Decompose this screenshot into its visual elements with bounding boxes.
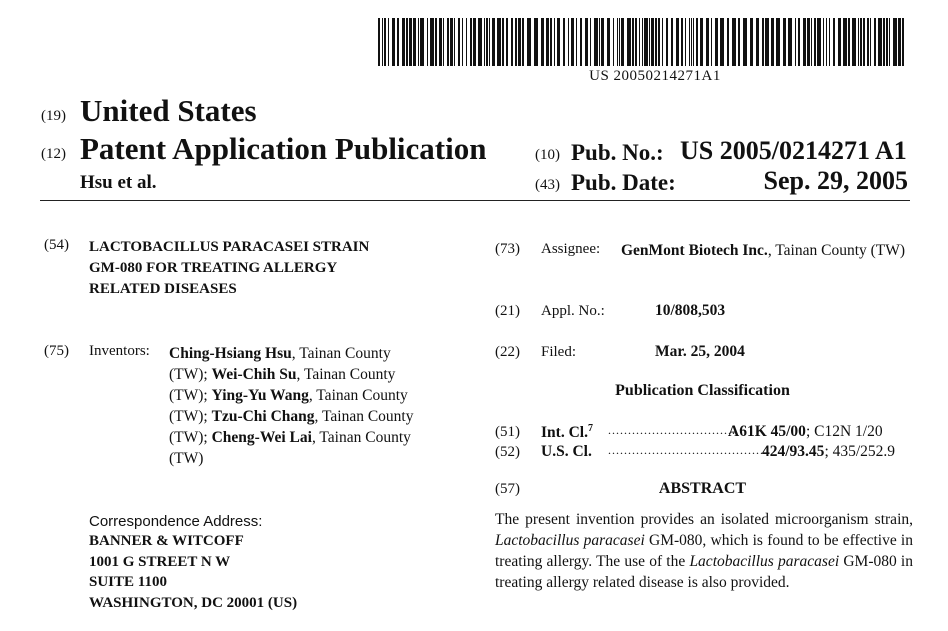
code-43: (43) — [535, 177, 560, 193]
barcode-bar — [571, 18, 574, 66]
code-73: (73) — [495, 241, 520, 257]
barcode-bar — [554, 18, 555, 66]
barcode-bar — [727, 18, 729, 66]
barcode — [378, 18, 906, 66]
int-cl-label — [541, 423, 593, 442]
inventors-label: Inventors: — [89, 343, 150, 359]
barcode-bar — [527, 18, 531, 66]
inventor-location: (TW); — [169, 408, 212, 425]
filed-date: Mar. 25, 2004 — [655, 343, 745, 360]
barcode-bar — [642, 18, 643, 66]
appl-no: 10/808,503 — [655, 302, 726, 319]
barcode-bar — [795, 18, 796, 66]
barcode-bar — [388, 18, 389, 66]
us-cl-label: U.S. Cl. — [541, 443, 592, 460]
inventor-name: Tzu-Chi Chang — [211, 408, 315, 425]
barcode-bar — [870, 18, 871, 66]
barcode-bar — [776, 18, 780, 66]
barcode-bar — [418, 18, 419, 66]
barcode-bar — [771, 18, 774, 66]
barcode-bar — [397, 18, 399, 66]
barcode-bar — [541, 18, 544, 66]
code-57: (57) — [495, 481, 520, 497]
inventor-location: (TW); — [169, 387, 212, 404]
barcode-bar — [867, 18, 869, 66]
barcode-bar — [858, 18, 859, 66]
barcode-bar — [502, 18, 504, 66]
barcode-bar — [889, 18, 890, 66]
barcode-bar — [691, 18, 692, 66]
filed-label: Filed: — [541, 344, 577, 360]
barcode-bar — [420, 18, 424, 66]
publication-type: Patent Application Publication — [80, 131, 487, 166]
barcode-bar — [384, 18, 386, 66]
barcode-bar — [693, 18, 694, 66]
barcode-bar — [783, 18, 786, 66]
title-line: LACTOBACILLUS PARACASEI STRAIN — [89, 239, 370, 255]
barcode-bar — [738, 18, 740, 66]
barcode-bar — [435, 18, 437, 66]
pub-no: US 2005/0214271 A1 — [680, 136, 907, 165]
title-line: RELATED DISEASES — [89, 281, 237, 297]
inventor-location: (TW) — [169, 450, 204, 467]
code-22: (22) — [495, 344, 520, 360]
barcode-bar — [613, 18, 614, 66]
assignee-location: , Tainan County (TW) — [767, 242, 906, 259]
appl-no-label: Appl. No.: — [541, 303, 605, 319]
barcode-number: US 20050214271A1 — [589, 68, 721, 84]
int-cl-leader: ................................ — [608, 423, 736, 437]
barcode-bar — [803, 18, 806, 66]
first-inventor: Hsu et al. — [80, 172, 157, 193]
barcode-bar — [599, 18, 600, 66]
barcode-bar — [486, 18, 488, 66]
barcode-bar — [550, 18, 552, 66]
barcode-bar — [902, 18, 904, 66]
barcode-bar — [627, 18, 631, 66]
code-52: (52) — [495, 444, 520, 460]
barcode-bar — [594, 18, 598, 66]
abstract-part-italic: Lactobacillus paracasei — [495, 532, 645, 549]
barcode-bar — [484, 18, 485, 66]
barcode-bar — [662, 18, 663, 66]
barcode-bar — [878, 18, 882, 66]
barcode-bar — [750, 18, 753, 66]
code-75: (75) — [44, 343, 69, 359]
barcode-bar — [838, 18, 841, 66]
inventor-location: , Tainan County — [308, 387, 408, 404]
code-21: (21) — [495, 303, 520, 319]
barcode-bar — [447, 18, 449, 66]
int-cl-rest: ; C12N 1/20 — [805, 423, 883, 440]
int-cl-text: Int. Cl. — [541, 424, 588, 442]
barcode-bar — [590, 18, 591, 66]
barcode-bar — [576, 18, 577, 66]
address-line: 1001 G STREET N W — [89, 553, 231, 570]
barcode-bar — [823, 18, 824, 66]
barcode-bar — [534, 18, 538, 66]
barcode-bar — [439, 18, 442, 66]
barcode-bar — [427, 18, 428, 66]
barcode-bar — [883, 18, 885, 66]
barcode-bar — [765, 18, 769, 66]
barcode-bar — [651, 18, 654, 66]
barcode-bar — [814, 18, 816, 66]
address-line: WASHINGTON, DC 20001 (US) — [89, 594, 298, 611]
barcode-bar — [497, 18, 501, 66]
abstract-heading: ABSTRACT — [658, 480, 747, 497]
barcode-bar — [466, 18, 467, 66]
barcode-bar — [658, 18, 660, 66]
barcode-bar — [632, 18, 634, 66]
barcode-bar — [655, 18, 657, 66]
inventor-location: (TW); — [169, 429, 212, 446]
barcode-bar — [681, 18, 683, 66]
inventor-name: Wei-Chih Su — [211, 366, 297, 383]
barcode-bar — [788, 18, 792, 66]
barcode-bar — [406, 18, 408, 66]
barcode-bar — [829, 18, 830, 66]
abstract-part: The present invention provides an isolated microorganism strain, — [495, 511, 913, 528]
title-line: GM-080 FOR TREATING ALLERGY — [89, 260, 338, 276]
barcode-bar — [898, 18, 901, 66]
inventor-location: , Tainan County — [291, 345, 391, 362]
barcode-bar — [580, 18, 582, 66]
address-line: BANNER & WITCOFF — [89, 533, 244, 549]
barcode-bar — [860, 18, 862, 66]
pub-date: Sep. 29, 2005 — [763, 166, 908, 195]
barcode-bar — [413, 18, 416, 66]
barcode-bar — [833, 18, 835, 66]
barcode-bar — [715, 18, 718, 66]
barcode-bar — [711, 18, 712, 66]
abstract-part-italic: Lactobacillus paracasei — [689, 553, 840, 570]
barcode-bar — [454, 18, 455, 66]
barcode-bar — [671, 18, 673, 66]
barcode-bar — [617, 18, 618, 66]
inventors-list — [169, 343, 454, 469]
barcode-bar — [378, 18, 380, 66]
barcode-bar — [893, 18, 897, 66]
barcode-bar — [515, 18, 517, 66]
inventor-name: Ying-Yu Wang — [211, 387, 309, 404]
barcode-bar — [743, 18, 747, 66]
inventor-location: , Tainan County — [296, 366, 396, 383]
abstract-text — [495, 509, 913, 593]
us-cl-value — [762, 443, 895, 461]
inventor-location: (TW); — [169, 366, 212, 383]
invention-title — [89, 237, 449, 300]
barcode-bar — [489, 18, 490, 66]
barcode-bar — [762, 18, 764, 66]
inventor-name: Ching-Hsiang Hsu — [169, 345, 292, 362]
barcode-bar — [478, 18, 482, 66]
barcode-bar — [732, 18, 736, 66]
correspondence-label: Correspondence Address: — [89, 513, 263, 530]
country: United States — [80, 93, 257, 128]
assignee-name: GenMont Biotech Inc. — [621, 242, 768, 259]
barcode-bar — [511, 18, 513, 66]
barcode-bar — [639, 18, 640, 66]
barcode-bar — [644, 18, 648, 66]
correspondence-address — [89, 531, 297, 613]
barcode-bar — [607, 18, 610, 66]
address-line: SUITE 1100 — [89, 574, 167, 590]
barcode-bar — [807, 18, 810, 66]
barcode-bar — [676, 18, 679, 66]
barcode-bar — [706, 18, 709, 66]
barcode-bar — [756, 18, 759, 66]
barcode-bar — [557, 18, 560, 66]
assignee-label: Assignee: — [541, 241, 601, 257]
inventor-name: Cheng-Wei Lai — [211, 429, 312, 446]
assignee — [621, 240, 911, 261]
abstract-part: GM-080, which is found to be effective in treating allergy. The use of the — [495, 532, 913, 570]
barcode-bar — [563, 18, 565, 66]
barcode-bar — [649, 18, 650, 66]
barcode-bar — [689, 18, 690, 66]
barcode-bar — [635, 18, 637, 66]
barcode-bar — [443, 18, 444, 66]
barcode-bar — [852, 18, 856, 66]
barcode-bar — [568, 18, 569, 66]
barcode-bar — [666, 18, 668, 66]
barcode-bar — [696, 18, 698, 66]
int-cl-value — [728, 423, 883, 441]
barcode-bar — [546, 18, 549, 66]
inventor-location: , Tainan County — [311, 429, 411, 446]
barcode-bar — [430, 18, 434, 66]
barcode-bar — [811, 18, 812, 66]
barcode-bar — [506, 18, 508, 66]
barcode-bar — [492, 18, 495, 66]
barcode-bar — [470, 18, 472, 66]
code-12: (12) — [41, 146, 66, 162]
barcode-bar — [518, 18, 521, 66]
barcode-bar — [585, 18, 588, 66]
code-10: (10) — [535, 147, 560, 163]
barcode-bar — [601, 18, 604, 66]
pub-no-label: Pub. No.: — [571, 140, 664, 165]
barcode-bar — [720, 18, 724, 66]
us-cl-rest: ; 435/252.9 — [824, 443, 896, 460]
barcode-bar — [685, 18, 686, 66]
barcode-bar — [826, 18, 827, 66]
code-54: (54) — [44, 237, 69, 253]
inventor-location: , Tainan County — [314, 408, 414, 425]
barcode-bar — [462, 18, 463, 66]
us-cl-main: 424/93.45 — [762, 443, 825, 460]
code-51: (51) — [495, 424, 520, 440]
publication-classification-heading: Publication Classification — [615, 382, 790, 399]
barcode-bar — [798, 18, 800, 66]
barcode-bar — [473, 18, 476, 66]
barcode-bar — [409, 18, 412, 66]
barcode-bar — [700, 18, 703, 66]
int-cl-superscript: 7 — [587, 423, 593, 434]
barcode-bar — [886, 18, 888, 66]
header-divider — [40, 200, 910, 201]
us-cl-leader: ........................................ — [608, 443, 768, 457]
barcode-bar — [863, 18, 865, 66]
barcode-bar — [458, 18, 460, 66]
abstract-part: GM-080 in treating allergy related disease is also provided. — [495, 553, 913, 591]
barcode-bar — [382, 18, 383, 66]
pub-date-label: Pub. Date: — [571, 170, 676, 195]
code-19: (19) — [41, 108, 66, 124]
barcode-bar — [817, 18, 821, 66]
barcode-bar — [392, 18, 395, 66]
barcode-bar — [843, 18, 847, 66]
barcode-bar — [848, 18, 850, 66]
barcode-bar — [874, 18, 876, 66]
barcode-bar — [450, 18, 453, 66]
barcode-bar — [619, 18, 620, 66]
barcode-bar — [522, 18, 524, 66]
barcode-bar — [621, 18, 624, 66]
barcode-bar — [402, 18, 405, 66]
int-cl-main: A61K 45/00 — [728, 423, 806, 440]
